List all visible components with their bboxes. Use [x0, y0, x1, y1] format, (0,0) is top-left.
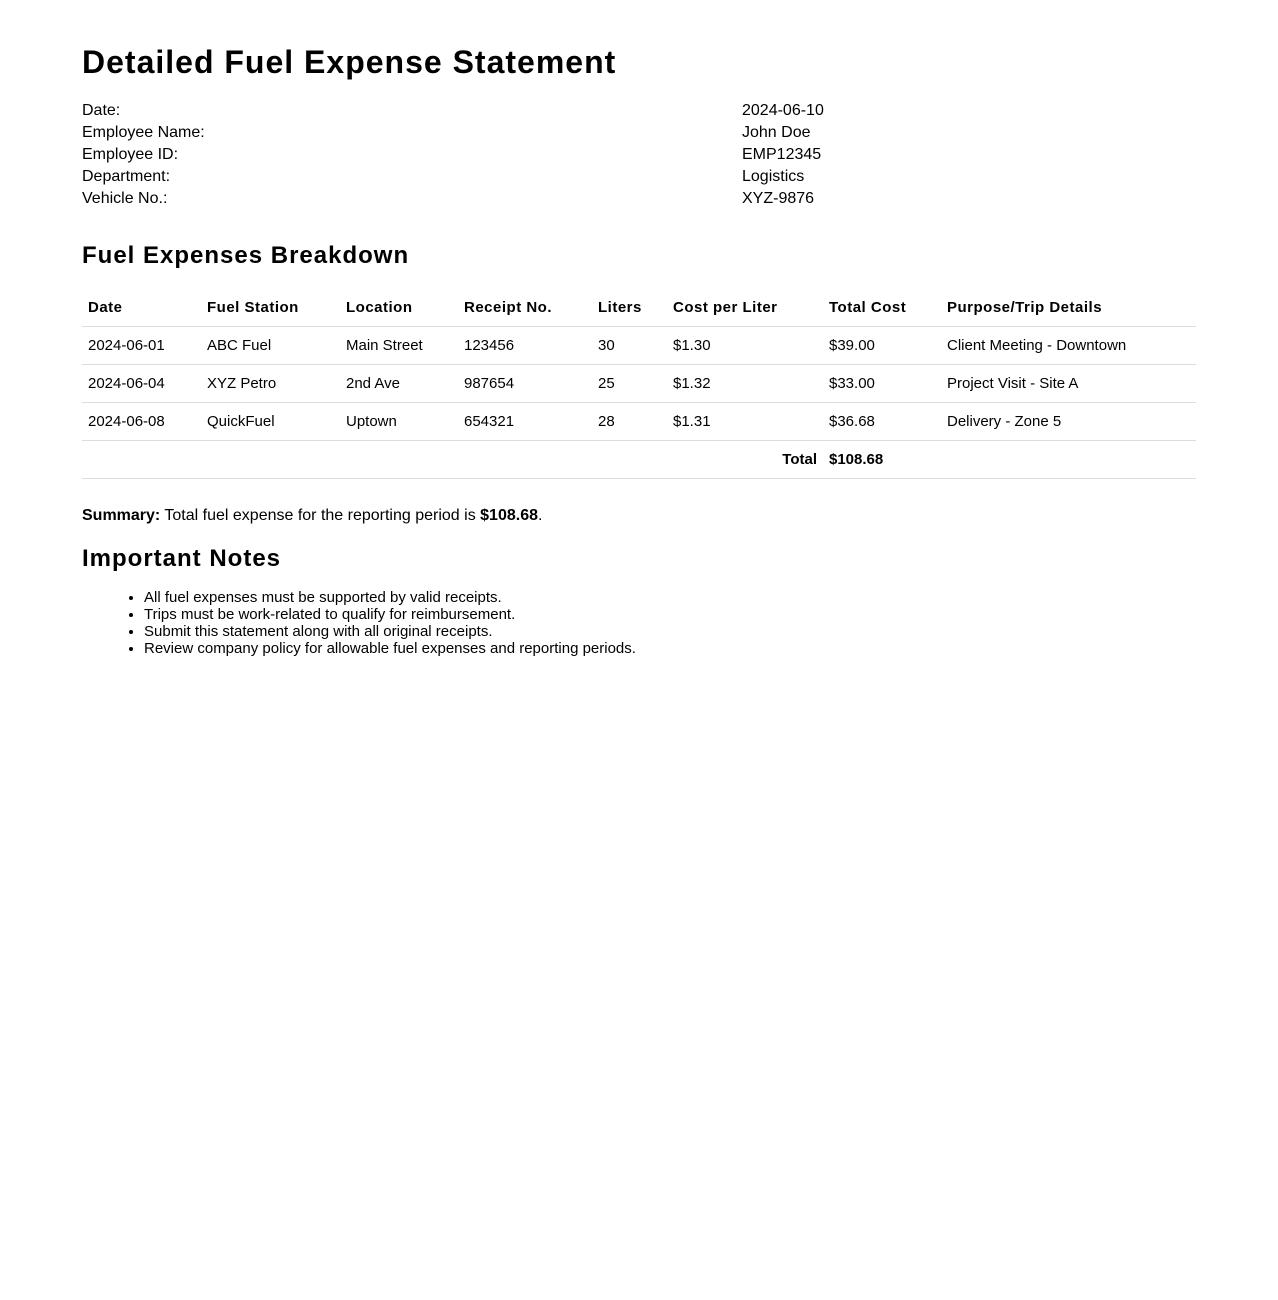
cell-fuel-station: QuickFuel	[201, 403, 340, 441]
cell-cost-per-liter: $1.32	[667, 365, 823, 403]
table-row	[82, 403, 1196, 441]
cell-liters: 30	[592, 327, 667, 365]
info-label: Department:	[82, 168, 171, 185]
info-row-employee-name	[82, 122, 1196, 144]
info-value: Logistics	[742, 168, 805, 185]
notes-title: Important Notes	[82, 545, 282, 572]
cell-fuel-station: XYZ Petro	[201, 365, 340, 403]
info-label: Vehicle No.:	[82, 190, 168, 207]
summary-text: Total fuel expense for the reporting period is	[160, 507, 481, 524]
info-value: XYZ-9876	[742, 190, 815, 207]
column-header-location: Location	[340, 288, 458, 327]
cell-date: 2024-06-01	[82, 327, 201, 365]
cell-total-cost: $33.00	[823, 365, 941, 403]
cell-fuel-station: ABC Fuel	[201, 327, 340, 365]
cell-purpose: Client Meeting - Downtown	[941, 327, 1196, 365]
cell-total-cost: $39.00	[823, 327, 941, 365]
cell-total-cost: $36.68	[823, 403, 941, 441]
info-label: Employee Name:	[82, 124, 205, 141]
info-value: John Doe	[742, 124, 811, 141]
info-row-vehicle-no	[82, 188, 1196, 210]
table-row	[82, 327, 1196, 365]
list-item: • Submit this statement along with all original receipts.	[144, 623, 1196, 640]
cell-liters: 28	[592, 403, 667, 441]
cell-location: Uptown	[340, 403, 458, 441]
column-header-liters: Liters	[592, 288, 667, 327]
column-header-purpose: Purpose/Trip Details	[941, 288, 1196, 327]
notes-list	[82, 589, 1196, 657]
page-title: Detailed Fuel Expense Statement	[82, 44, 617, 80]
summary	[82, 505, 1196, 527]
column-header-receipt-no: Receipt No.	[458, 288, 592, 327]
info-row-date	[82, 100, 1196, 122]
table-row	[82, 365, 1196, 403]
info-value: EMP12345	[742, 146, 822, 163]
cell-location: 2nd Ave	[340, 365, 458, 403]
info-value: 2024-06-10	[742, 102, 824, 119]
cell-receipt-no: 654321	[458, 403, 592, 441]
info-row-department	[82, 166, 1196, 188]
empty-cell	[941, 441, 1196, 479]
column-header-cost-per-liter: Cost per Liter	[667, 288, 823, 327]
total-label: Total	[82, 441, 823, 479]
cell-cost-per-liter: $1.30	[667, 327, 823, 365]
summary-amount: $108.68	[480, 507, 538, 524]
cell-liters: 25	[592, 365, 667, 403]
list-item: • Trips must be work-related to qualify for reimbursement.	[144, 606, 1196, 623]
cell-receipt-no: 123456	[458, 327, 592, 365]
info-label: Employee ID:	[82, 146, 179, 163]
total-value: $108.68	[823, 441, 941, 479]
table-total-row	[82, 441, 1196, 479]
cell-receipt-no: 987654	[458, 365, 592, 403]
cell-date: 2024-06-08	[82, 403, 201, 441]
column-header-fuel-station: Fuel Station	[201, 288, 340, 327]
column-header-total-cost: Total Cost	[823, 288, 941, 327]
list-item: • All fuel expenses must be supported by valid receipts.	[144, 589, 1196, 606]
fuel-expenses-table	[82, 288, 1196, 479]
summary-end: .	[538, 507, 543, 524]
cell-location: Main Street	[340, 327, 458, 365]
breakdown-title: Fuel Expenses Breakdown	[82, 242, 410, 269]
cell-purpose: Project Visit - Site A	[941, 365, 1196, 403]
cell-date: 2024-06-04	[82, 365, 201, 403]
info-row-employee-id	[82, 144, 1196, 166]
info-label: Date:	[82, 102, 121, 119]
summary-label: Summary:	[82, 507, 161, 524]
employee-info	[82, 100, 1196, 210]
cell-purpose: Delivery - Zone 5	[941, 403, 1196, 441]
column-header-date: Date	[82, 288, 201, 327]
list-item: • Review company policy for allowable fuel expenses and reporting periods.	[144, 640, 1196, 657]
table-header-row	[82, 288, 1196, 327]
cell-cost-per-liter: $1.31	[667, 403, 823, 441]
